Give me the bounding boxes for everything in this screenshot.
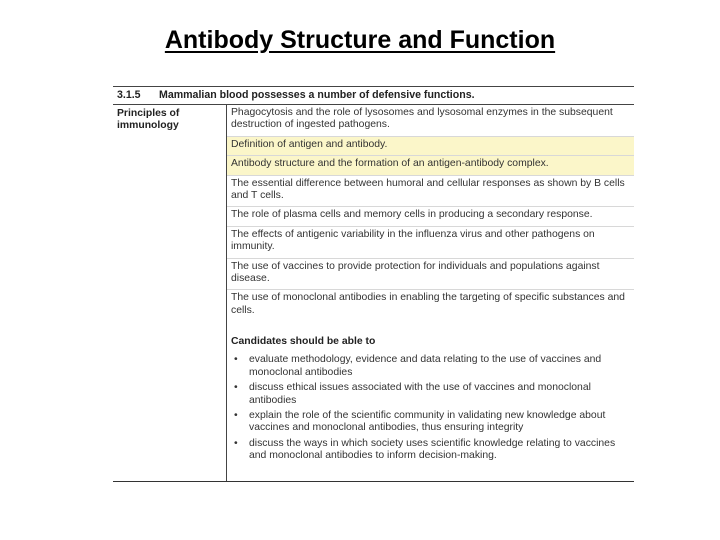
table-top-rule (113, 86, 634, 87)
spec-row (227, 156, 634, 175)
bullet-text: explain the role of the scientific community in validating new knowledge about vaccines and monoclonal antibodies, thus ensuring integrity (249, 410, 606, 434)
spec-row-text: The effects of antigenic variability in the influenza virus and other pathogens on immunity. (231, 228, 595, 253)
spec-row (227, 290, 634, 321)
page-title-text: Antibody Structure and Function (164, 26, 556, 54)
spec-row (227, 105, 634, 137)
spec-row-text: The role of plasma cells and memory cells in producing a secondary response. (231, 209, 593, 221)
candidate-bullet (231, 382, 630, 407)
bullet-icon: • (234, 437, 238, 449)
bullet-icon: • (234, 410, 238, 422)
table-header (117, 89, 475, 101)
specification-table (113, 86, 634, 482)
spec-row (227, 227, 634, 259)
candidate-bullet (231, 438, 630, 463)
candidate-bullet (231, 410, 630, 435)
candidates-heading: Candidates should be able to (231, 336, 376, 347)
bullet-icon: • (234, 382, 238, 394)
bullet-text: discuss the ways in which society uses scientific knowledge relating to vaccines and monoclonal antibodies to inform decision-making. (249, 437, 616, 462)
spec-row (227, 207, 634, 226)
bullet-text: evaluate methodology, evidence and data relating to the use of vaccines and monoclonal antibodies (249, 354, 602, 378)
spec-row (227, 259, 634, 291)
spec-row-text: The use of monoclonal antibodies in enabling the targeting of specific substances and cells. (231, 292, 625, 316)
spec-row-text: Definition of antigen and antibody. (231, 138, 388, 150)
bullet-icon: • (234, 354, 238, 366)
candidate-bullet (231, 354, 630, 379)
spec-section-number: 3.1.5 (117, 89, 141, 101)
table-bottom-rule (113, 481, 634, 482)
candidates-section (231, 336, 630, 466)
bullet-text: discuss ethical issues associated with the use of vaccines and monoclonal antibodies (249, 382, 591, 406)
spec-row (227, 137, 634, 156)
spec-section-heading: Mammalian blood possesses a number of defensive functions. (159, 89, 475, 101)
spec-row-text: The essential difference between humoral and cellular responses as shown by B cells and T cells. (231, 177, 625, 202)
spec-row-text: Antibody structure and the formation of an antigen-antibody complex. (231, 158, 549, 170)
spec-rows (227, 105, 634, 321)
spec-row-text: Phagocytosis and the role of lysosomes and lysosomal enzymes in the subsequent destruction of ingested pathogens. (231, 107, 613, 131)
page-title (0, 26, 720, 55)
spec-row (227, 176, 634, 208)
section-label: Principles of immunology (117, 108, 180, 132)
spec-row-text: The use of vaccines to provide protection for individuals and populations against disease. (231, 260, 600, 285)
